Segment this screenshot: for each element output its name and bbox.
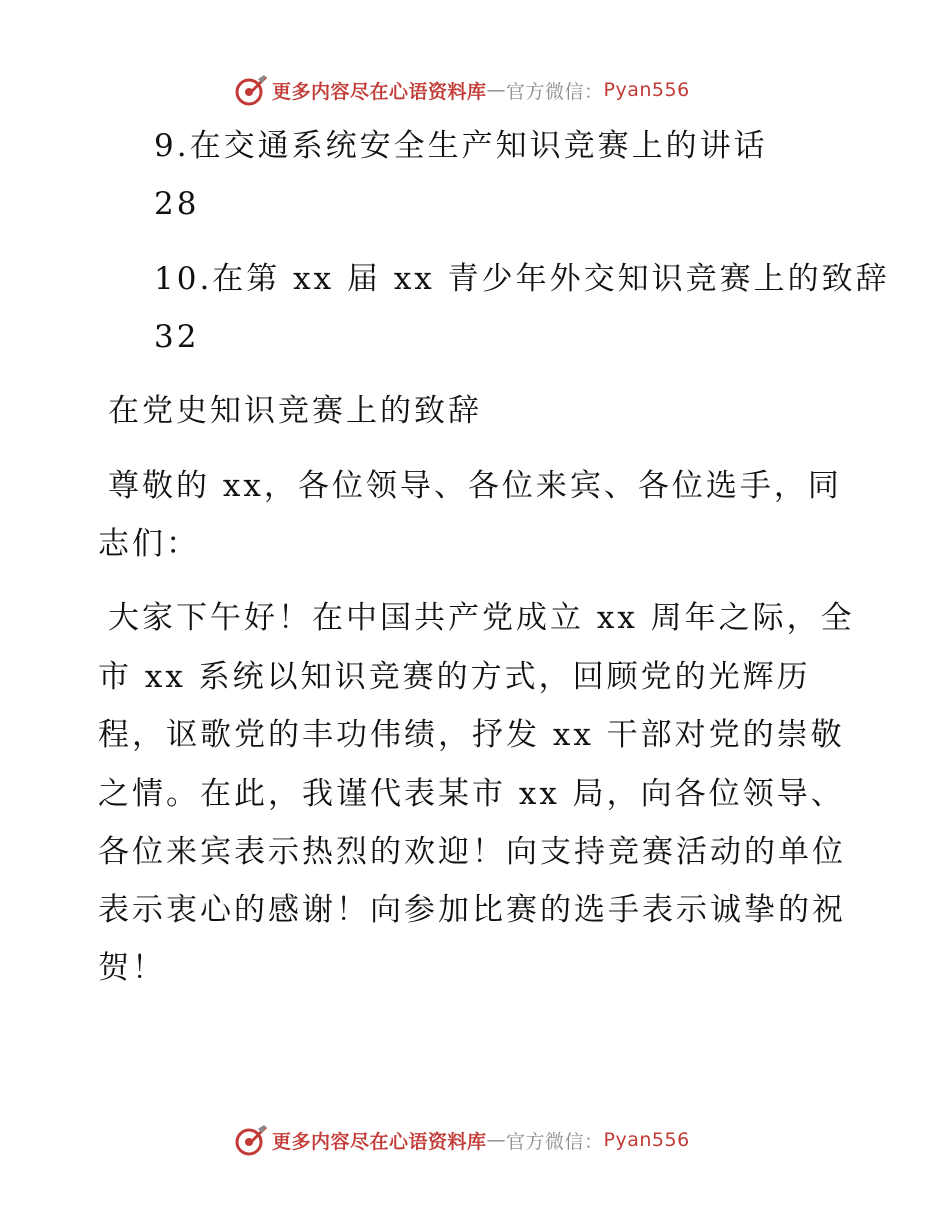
body-line: 贺！ — [98, 950, 166, 986]
body-line: 表示衷心的感谢！向参加比赛的选手表示诚挚的祝 — [98, 892, 846, 928]
watermark-account: Pyan556 — [603, 79, 690, 101]
toc-item-title: 10.在第 xx 届 xx 青少年外交知识竞赛上的致辞 — [154, 261, 890, 297]
toc-item-page: 28 — [154, 186, 200, 222]
quill-logo-icon — [234, 1123, 268, 1157]
salutation-line: 志们： — [98, 526, 200, 562]
article-title: 在党史知识竞赛上的致辞 — [108, 393, 482, 429]
watermark-dash: — — [486, 1129, 507, 1151]
salutation-line: 尊敬的 xx，各位领导、各位来宾、各位选手，同 — [108, 468, 842, 504]
body-line: 程，讴歌党的丰功伟绩，抒发 xx 干部对党的崇敬 — [98, 717, 845, 753]
body-line: 之情。在此，我谨代表某市 xx 局，向各位领导、 — [98, 776, 845, 812]
quill-logo-icon — [234, 73, 268, 107]
watermark-label: 官方微信： — [506, 80, 604, 103]
watermark-dash: — — [486, 79, 507, 101]
watermark-brand: 更多内容尽在心语资料库 — [272, 1130, 487, 1153]
body-line: 大家下午好！在中国共产党成立 xx 周年之际，全 — [108, 600, 855, 636]
toc-item-page: 32 — [154, 319, 200, 355]
body-line: 市 xx 系统以知识竞赛的方式，回顾党的光辉历 — [98, 659, 811, 695]
watermark-brand: 更多内容尽在心语资料库 — [272, 80, 487, 103]
watermark-label: 官方微信： — [506, 1130, 604, 1153]
body-line: 各位来宾表示热烈的欢迎！向支持竞赛活动的单位 — [98, 834, 846, 870]
watermark-account: Pyan556 — [603, 1129, 690, 1151]
watermark-banner-top — [234, 72, 690, 108]
toc-item-title: 9.在交通系统安全生产知识竞赛上的讲话 — [154, 128, 768, 164]
watermark-banner-bottom — [234, 1122, 690, 1158]
